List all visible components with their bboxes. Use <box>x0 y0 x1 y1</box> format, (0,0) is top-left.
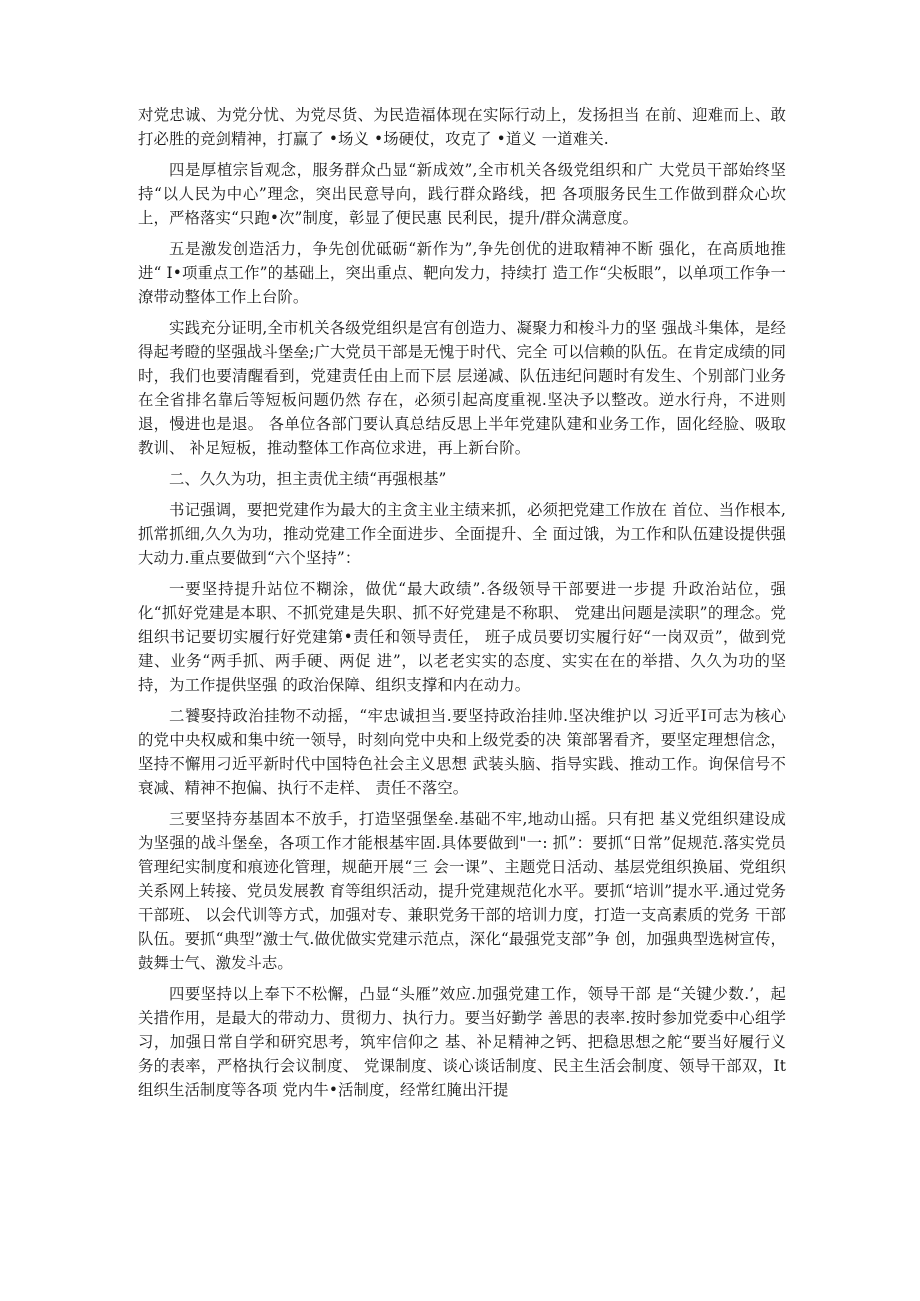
document-page <box>138 103 786 1109</box>
paragraph-5: 书记强调，要把党建作为最大的主贪主业主绩来抓，必须把党建工作放在 首位、当作根本,抓常抓细,久久为功，推动党建工作全面进步、全面提升、全 面过饿，为工作和队伍建设提供强大动力.重点要做到“六个坚持”： <box>138 501 786 567</box>
paragraph-8: 三要坚持夯基固本不放手，打造坚强堡垒.基础不牢,地动山摇。只有把 基义党组织建设成为坚强的战斗堡垒，各项工作才能根基牢固.具体要做到"一: 抓”：要抓“日常”促规范.落实党员管理纪实制度和痕迹化管理，规葩开展“三 会一课”、主题党日活动、基层党组织换届、党组织关系网上转接、党员发展教 育等组织活动，提升党建规范化水平。要抓“培训”提水平.通过党务干部班、 以会代训等方式，加强对专、兼职党务干部的培训力度，打造一支高素质的党务 干部队伍。要抓“典型”激士气.做优做实党建示范点，深化“最强党支部”争 创，加强典型选树宣传，鼓舞士气、激发斗志。 <box>138 810 786 972</box>
paragraph-9: 四要坚持以上奉下不松懈，凸显“头雁”效应.加强党建工作，领导干部 是“关键少数.’，起关措作用，是最大的带动力、贯彻力、执行力。要当好勤学 善思的表率.按时参加党委中心组学习，加强日常自学和研究思考，筑牢信仰之 基、补足精神之钙、把稳思想之舵“要当好履行义务的表率，严格执行会议制度、 党课制度、谈心谈话制度、民主生活会制度、领导干部双，It组织生活制度等各项 党内牛•活制度，经常红腌出汗提 <box>138 985 786 1099</box>
paragraph-4: 实践充分证明,全市机关各级党组织是宫有创造力、凝聚力和梭斗力的坚 强战斗集体，是经得起考瞪的坚强战斗堡垒;广大党员干部是无愧于时代、完全 可以信赖的队伍。在肯定成绩的同时，我们也要清醒看到，党建责任由上而下层 层递减、队伍违纪问题时有发生、个别部门业务在全省排名靠后等短板问题仍然 存在，必须引起高度重视.坚决予以整改。逆水行舟，不进则退，慢进也是退。 各单位各部门要认真总结反思上半年党建队建和业务工作，固化经脸、吸取教训、 补足短板，推动整体工作高位求进，再上新台阶。 <box>138 319 786 457</box>
paragraph-1: 对党忠诚、为党分忧、为党尽货、为民造福体现在实际行动上，发扬担当 在前、迎难而上、敢打必胜的竞剑精神，打赢了 •场义 •场硬仗，攻克了 •道义 一道难关. <box>138 106 786 148</box>
paragraph-7: 二饕娶持政治挂物不动摇，“牢忠诚担当.要坚持政治挂帅.坚决维护以 习近平I可志为核心的党中央权威和集中统一领导，时刻向党中央和上级党委的决 策部署看齐，要坚定理想信念，坚持不懈用刁近平新时代中国特色社会主义思想 武装头脑、指导实践、推动工作。询保信号不衰减、精神不抱偏、执行不走样、 责任不落空。 <box>138 707 786 797</box>
paragraph-3: 五是激发创造活力，争先创优砥砺“新作为”,争先创优的进取精神不断 强化，在高质地推进“ I•项重点工作”的基础上，突出重点、靶向发力，持续打 造工作“尖板眼”，以单项工作争一潦带动整体工作上台阶。 <box>138 240 786 306</box>
paragraph-6: 一要坚持提升站位不糊涂，做优“最大政绩”.各级领导干部要进一步提 升政治站位，强化“抓好党建是本职、不抓党建是失职、抓不好党建是不称职、 党建出问题是渎职”的理念。党组织书记要切实履行好党建第•责任和领导责任， 班子成员要切实履行好“一岗双贡”，做到党建、业务“两手抓、两手硬、两促 进”，以老老实实的态度、实实在在的举措、久久为功的坚持，为工作提供坚强 的政治保障、组织支撑和内在动力。 <box>138 580 786 694</box>
paragraph-2: 四是厚植宗旨观念，服务群众凸显“新成效”,全市机关各级党组织和广 大党员干部始终坚持“以人民为中心”理念，突出民意导向，践行群众路线，把 各项服务民生工作做到群众心坎上，严格落实“只跑•次”制度，彰显了便民惠 民利民，提升/群众满意度。 <box>138 161 786 227</box>
section-heading: 二、久久为功，担主责优主绩“再强根基” <box>169 470 447 488</box>
